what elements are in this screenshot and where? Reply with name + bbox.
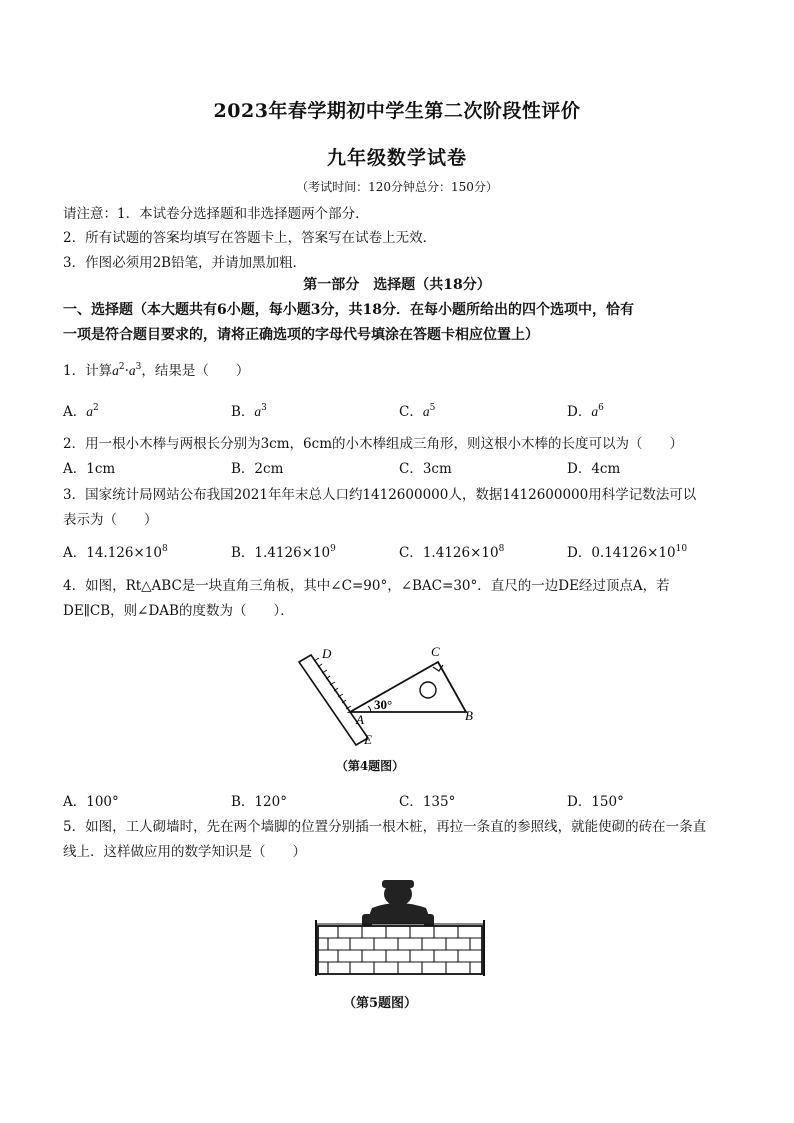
q1-suffix: ，结果是（ ） <box>141 363 250 379</box>
q1-option-d-label: D． <box>567 404 592 420</box>
q1-prefix: 1．计算 <box>63 363 113 379</box>
exam-info: （考试时间：120分钟总分：150分） <box>296 180 498 194</box>
q3-option-a <box>63 541 168 561</box>
q3-option-d-label: D． <box>567 545 592 561</box>
note-line-3: 3．作图必须用2B铅笔，并请加黑加粗． <box>63 255 307 271</box>
q1-option-a-label: A． <box>63 404 87 420</box>
q3-option-c <box>399 541 504 561</box>
ruler-shape <box>299 655 368 745</box>
q5-caption: （第5题图） <box>342 996 418 1011</box>
q1-option-b <box>231 400 267 420</box>
q5-stem-1: 5．如图，工人砌墙时，先在两个墙脚的位置分别插一根木桩，再拉一条直的参照线，就能使砌的砖在一条直 <box>63 819 707 835</box>
q1-option-b-label: B． <box>231 404 255 420</box>
q2-stem: 2．用一根小木棒与两根长分别为3cm，6cm的小木棒组成三角形，则这根小木棒的长度可以为（ ） <box>63 436 683 452</box>
q1-option-a-base: a <box>86 404 93 419</box>
label-d: D <box>322 646 332 661</box>
q3-option-b-exp: 9 <box>330 544 336 554</box>
part1-instructions-2: 一项是符合题目要求的，请将正确选项的字母代号填涂在答题卡相应位置上） <box>63 327 539 343</box>
q4-caption: （第4题图） <box>335 759 405 773</box>
q3-option-d <box>567 541 687 561</box>
q5-stem-2: 线上．这样做应用的数学知识是（ ） <box>63 844 306 860</box>
q1-option-c <box>399 400 435 420</box>
q1-stem <box>63 359 249 379</box>
note-line-2: 2．所有试题的答案均填写在答题卡上，答案写在试卷上无效． <box>63 230 437 246</box>
q1-exp1: 2 <box>118 362 125 372</box>
q1-dot: · <box>124 363 129 379</box>
q1-option-c-base: a <box>422 404 430 419</box>
label-c: C <box>431 644 440 659</box>
q2-option-b: B．2cm <box>231 461 284 477</box>
q3-option-b-label: B． <box>231 545 255 561</box>
q3-option-c-label: C． <box>399 545 423 561</box>
q1-option-a-exp: 2 <box>93 403 99 413</box>
q1-base1: a <box>112 363 119 378</box>
q1-option-b-exp: 3 <box>261 403 267 413</box>
q4-option-b: B．120° <box>231 794 287 810</box>
q3-option-b-mantissa: 1.4126×10 <box>254 545 331 561</box>
exam-subtitle: 九年级数学试卷 <box>326 147 467 169</box>
q3-option-c-mantissa: 1.4126×10 <box>422 545 499 561</box>
q2-option-c: C．3cm <box>399 461 452 477</box>
q1-option-d-exp: 6 <box>598 403 604 413</box>
q1-option-d-base: a <box>591 404 599 419</box>
angle-label: 30° <box>374 697 393 712</box>
exam-title: 2023年春学期初中学生第二次阶段性评价 <box>213 100 581 122</box>
q1-option-c-exp: 5 <box>429 403 436 413</box>
label-b: B <box>465 708 473 723</box>
q1-option-b-base: a <box>254 404 262 419</box>
q4-option-a: A．100° <box>63 794 119 810</box>
q5-figure <box>310 872 490 982</box>
q3-option-a-label: A． <box>63 545 87 561</box>
q1-exp2: 3 <box>135 362 142 372</box>
q3-option-a-exp: 8 <box>161 544 168 554</box>
part1-instructions-1: 一、选择题（本大题共有6小题，每小题3分，共18分．在每小题所给出的四个选项中，恰有 <box>63 302 634 318</box>
q4-stem-2: DE∥CB，则∠DAB的度数为（ ）． <box>63 603 294 619</box>
q1-option-c-label: C． <box>399 404 423 420</box>
q3-option-b <box>231 541 336 561</box>
q4-figure <box>290 640 490 750</box>
q3-option-d-mantissa: 0.14126×10 <box>591 545 676 561</box>
q4-option-d: D．150° <box>567 794 624 810</box>
q1-base2: a <box>128 363 136 378</box>
q2-option-a: A．1cm <box>63 461 116 477</box>
q3-option-a-mantissa: 14.126×10 <box>86 545 162 561</box>
worker-figure <box>362 880 434 928</box>
q1-option-a <box>63 400 99 420</box>
note-line-1: 请注意：1．本试卷分选择题和非选择题两个部分． <box>63 206 369 222</box>
q3-stem-2: 表示为（ ） <box>63 512 158 528</box>
q1-option-d <box>567 400 604 420</box>
q2-option-d: D．4cm <box>567 461 621 477</box>
q3-stem-1: 3．国家统计局网站公布我国2021年年末总人口约1412600000人，数据1412600000用科学记数法可以 <box>63 487 697 503</box>
label-a: A <box>356 712 364 727</box>
label-e: E <box>364 732 372 747</box>
part1-title: 第一部分 选择题（共18分） <box>303 277 491 293</box>
q4-stem-1: 4．如图，Rt△ABC是一块直角三角板，其中∠C=90°，∠BAC=30°．直尺的一边DE经过顶点A，若 <box>63 578 670 594</box>
q4-option-c: C．135° <box>399 794 456 810</box>
q3-option-c-exp: 8 <box>498 544 505 554</box>
q3-option-d-exp: 10 <box>675 544 688 554</box>
triangle-shape <box>350 662 466 712</box>
